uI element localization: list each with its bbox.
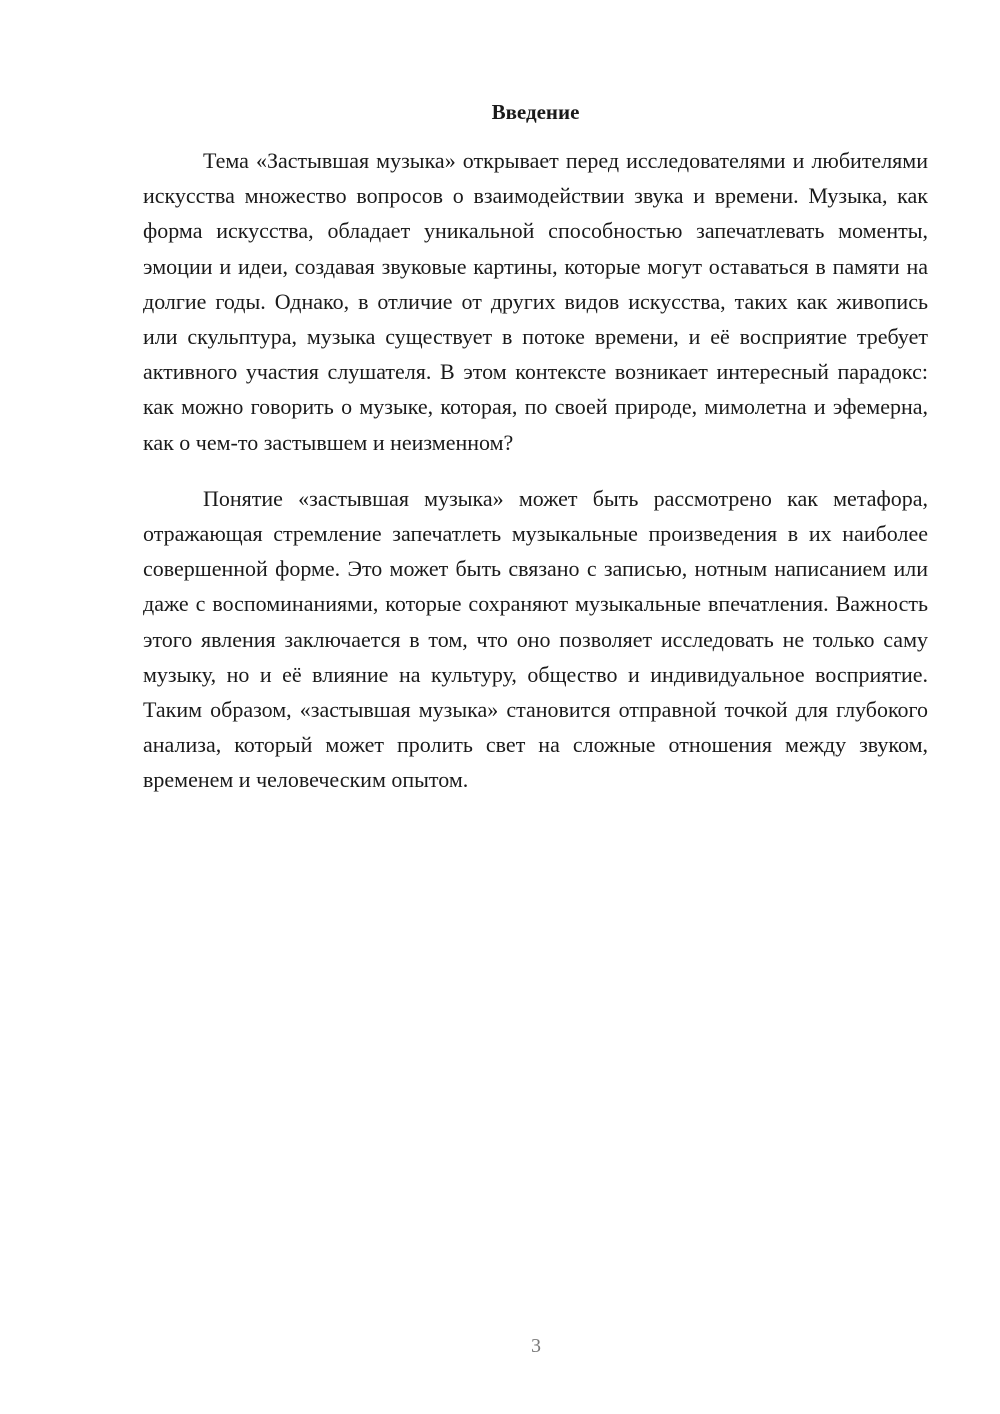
section-heading: Введение — [491, 100, 580, 124]
page-number: 3 — [531, 1335, 541, 1357]
paragraph-1: Тема «Застывшая музыка» открывает перед исследователями и любителями искусства множество вопросов о взаимодействии звука и времени. Музыка, как форма искусства, обладает уникальной способностью запечатлевать моменты, эмоции и идеи, создавая звуковые картины, которые могут оставаться в памяти на долгие годы. Однако, в отличие от других видов искусства, таких как живопись или скульптура, музыка существует в потоке времени, и её восприятие требует активного участия слушателя. В этом контексте возникает интересный парадокс: как можно говорить о музыке, которая, по своей природе, мимолетна и эфемерна, как о чем-то застывшем и неизменном? — [143, 148, 928, 455]
paragraph-2: Понятие «застывшая музыка» может быть рассмотрено как метафора, отражающая стремление запечатлеть музыкальные произведения в их наиболее совершенной форме. Это может быть связано с записью, нотным написанием или даже с воспоминаниями, которые сохраняют музыкальные впечатления. Важность этого явления заключается в том, что оно позволяет исследовать не только саму музыку, но и её влияние на культуру, общество и индивидуальное восприятие. Таким образом, «застывшая музыка» становится отправной точкой для глубокого анализа, который может пролить свет на сложные отношения между звуком, временем и человеческим опытом. — [143, 485, 928, 793]
body-text — [143, 143, 928, 798]
